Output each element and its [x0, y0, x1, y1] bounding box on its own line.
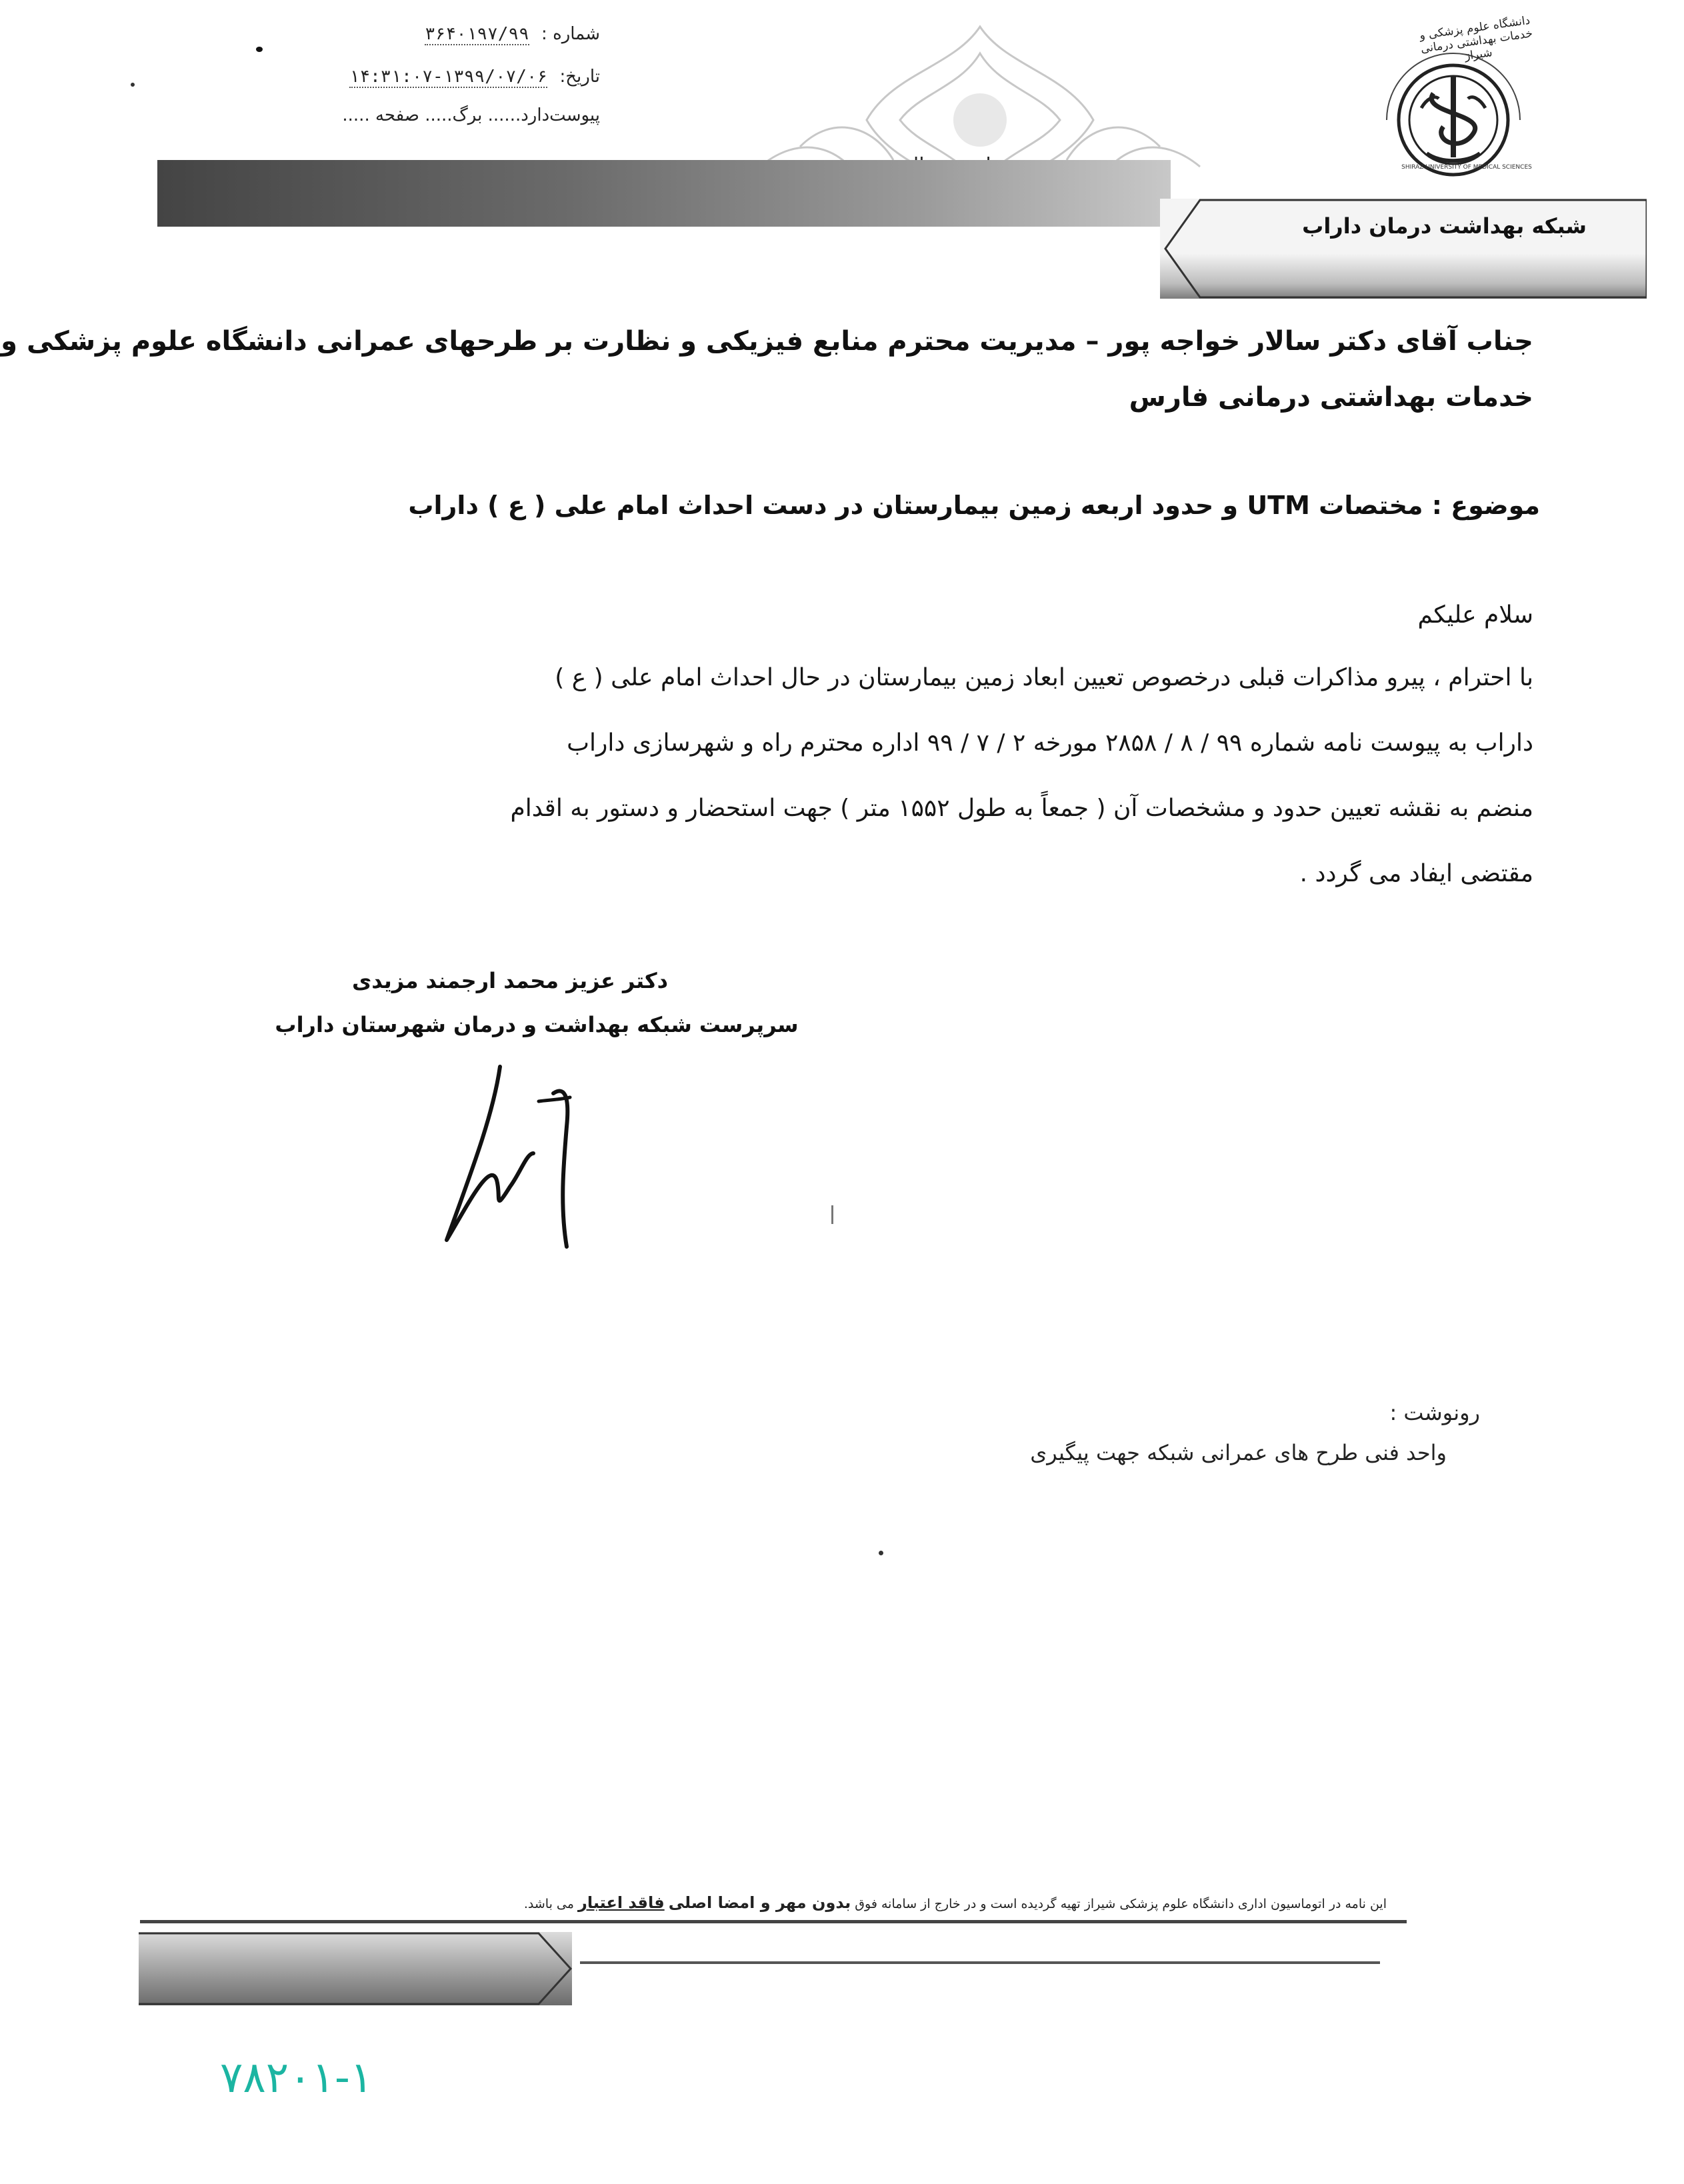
letter-date-label: تاریخ:	[559, 67, 600, 87]
body-line: داراب به پیوست نامه شماره ۹۹ / ۸ / ۲۸۵۸ مورخه ۲ / ۷ / ۹۹ اداره محترم راه و شهرسازی داراب	[567, 729, 1533, 757]
logo-caption: دانشگاه علوم پزشکی و خدمات بهداشتی درمانی شیراز	[1419, 13, 1534, 63]
addressee-block	[1, 313, 1533, 425]
addressee-line-2: خدمات بهداشتی درمانی فارس	[1129, 382, 1533, 413]
cc-label: رونوشت :	[1389, 1400, 1480, 1425]
handwritten-registration-number: ۷۸۲۰۱-۱	[220, 2053, 373, 2103]
signer-name: دکتر عزیز محمد ارجمند مزیدی	[351, 968, 669, 993]
footer-banner	[139, 1932, 572, 2005]
logo-caption-en: SHIRAZ UNIVERSITY OF MEDICAL SCIENCES	[1401, 164, 1532, 171]
letter-number-row	[400, 24, 600, 44]
footer-rule-lower	[580, 1961, 1380, 1964]
footer-note-end: می باشد.	[523, 1897, 574, 1911]
footer-note-bold-2: فاقد اعتبار	[578, 1893, 665, 1912]
greeting: سلام علیکم	[1417, 601, 1533, 629]
body-line: مقتضی ایفاد می گردد .	[1299, 860, 1533, 887]
footer-note-bold-1: بدون مهر و امضا اصلی	[668, 1893, 851, 1912]
addressee-line-1: جناب آقای دکتر سالار خواجه پور – مدیریت محترم منابع فیزیکی و نظارت بر طرحهای عمرانی دانشگاه علوم پزشکی و	[1, 326, 1533, 357]
scan-speck	[879, 1551, 883, 1555]
org-name-banner	[1160, 199, 1647, 299]
scan-speck	[256, 47, 263, 52]
attachment-row: پیوست‌دارد...... برگ..... صفحه .....	[342, 105, 600, 125]
handwritten-signature	[427, 1053, 613, 1267]
letter-number-label: شماره :	[541, 24, 600, 44]
org-name: شبکه بهداشت درمان داراب	[1302, 213, 1587, 239]
university-logo	[1360, 13, 1547, 180]
scan-speck	[831, 1205, 833, 1224]
footer-note-text: این نامه در اتوماسیون اداری دانشگاه علوم پزشکی شیراز تهیه گردیده است و در خارج از سامانه فوق	[855, 1897, 1387, 1911]
cc-item: واحد فنی طرح های عمرانی شبکه جهت پیگیری	[1030, 1440, 1447, 1465]
footer-rule	[140, 1920, 1407, 1923]
footer-note	[200, 1893, 1387, 1912]
letter-date-value: ۱۳۹۹/۰۷/۰۶-۱۴:۳۱:۰۷	[349, 67, 548, 87]
scan-speck	[131, 83, 135, 87]
signer-title: سرپرست شبکه بهداشت و درمان شهرستان داراب	[275, 1012, 799, 1037]
body-line: منضم به نقشه تعیین حدود و مشخصات آن ( جمعاً به طول ۱۵۵۲ متر ) جهت استحضار و دستور به اقدام	[510, 795, 1533, 822]
letter-date-row	[313, 67, 600, 87]
header-banner-bar	[157, 160, 1171, 227]
letter-number-value: ۳۶۴۰۱۹۷/۹۹	[425, 24, 529, 44]
body-line: با احترام ، پیرو مذاکرات قبلی درخصوص تعیین ابعاد زمین بیمارستان در حال احداث امام علی ( ع )	[555, 664, 1533, 691]
subject-line: موضوع : مختصات UTM و حدود اربعه زمین بیمارستان در دست احداث امام علی ( ع ) داراب	[408, 491, 1540, 520]
